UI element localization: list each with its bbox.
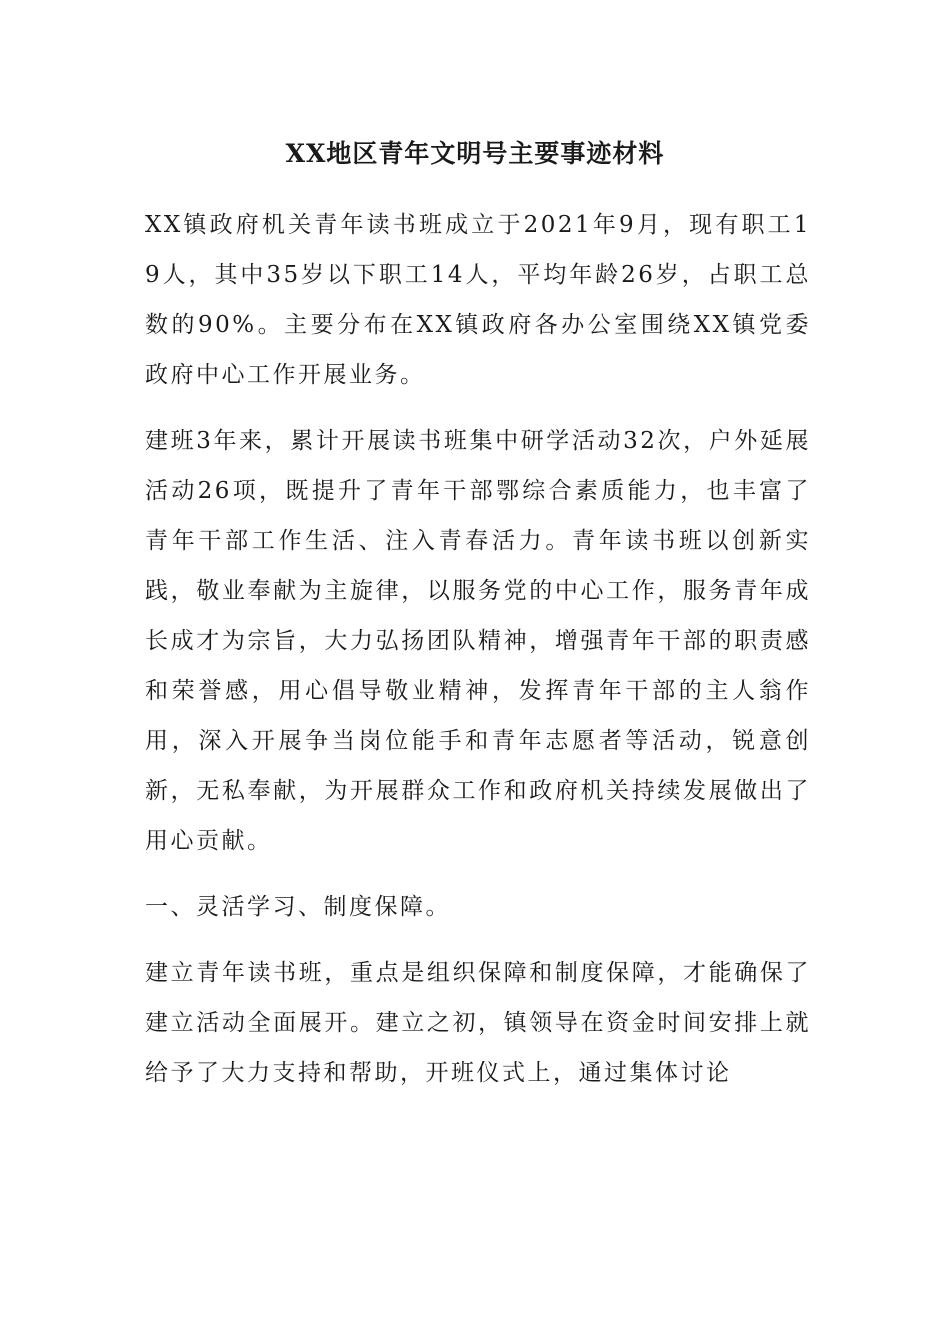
paragraph-achievements: 建班3年来，累计开展读书班集中研学活动32次，户外延展活动26项，既提升了青年干部鄂综合素质能力，也丰富了青年干部工作生活、注入青春活力。青年读书班以创新实践，敬业奉献为主旋律，以服务党的中心工作，服务青年成长成才为宗旨，大力弘扬团队精神，增强青年干部的职责感和荣誉感，用心倡导敬业精神，发挥青年干部的主人翁作用，深入开展争当岗位能手和青年志愿者等活动，锐意创新，无私奉献，为开展群众工作和政府机关持续发展做出了用心贡献。 bbox=[145, 428, 811, 854]
document-title: XX地区青年文明号主要事迹材料 bbox=[285, 139, 665, 168]
paragraph-intro: XX镇政府机关青年读书班成立于2021年9月，现有职工19人，其中35岁以下职工14人，平均年龄26岁，占职工总数的90%。主要分布在XX镇政府各办公室围绕XX镇党委政府中心工作开展业务。 bbox=[145, 212, 811, 388]
paragraph-section-one: 建立青年读书班，重点是组织保障和制度保障，才能确保了建立活动全面展开。建立之初，镇领导在资金时间安排上就给予了大力支持和帮助，开班仪式上，通过集体讨论 bbox=[145, 960, 811, 1086]
document-body bbox=[145, 200, 811, 1114]
section-heading: 一、灵活学习、制度保障。 bbox=[145, 894, 451, 920]
